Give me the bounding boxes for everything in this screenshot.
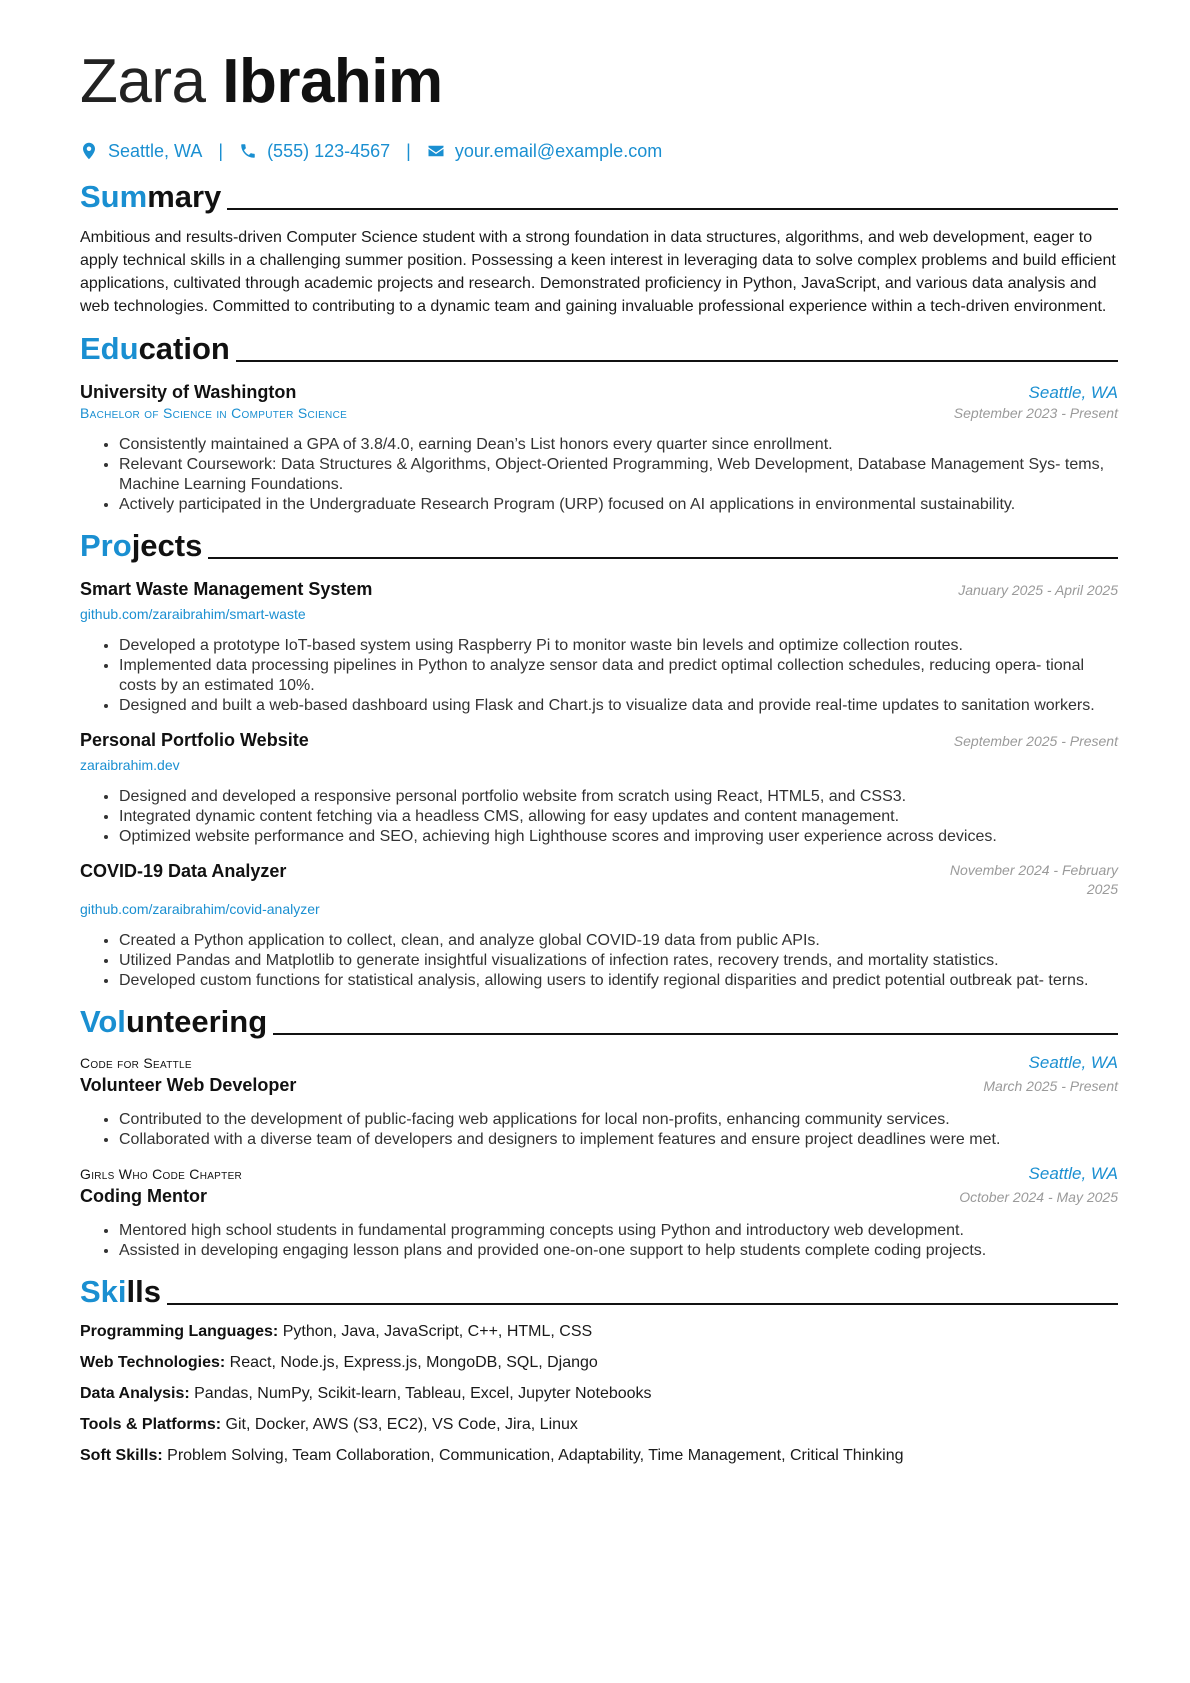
phone-text: (555) 123-4567 bbox=[267, 140, 391, 161]
degree: Bachelor of Science in Computer Science bbox=[80, 405, 348, 421]
entry-location: Seattle, WA bbox=[1028, 1164, 1118, 1183]
section-divider bbox=[227, 208, 1118, 210]
list-item: • Mentored high school students in fundamental programming concepts using Python and introductory web development. bbox=[119, 1221, 1118, 1241]
volunteering-heading-accent: Vol bbox=[80, 1004, 126, 1039]
last-name: Ibrahim bbox=[222, 47, 443, 116]
education-heading-accent: Edu bbox=[80, 331, 139, 366]
summary-text: Ambitious and results-driven Computer Science student with a strong foundation in data structures, algorithms, and web development, eager to apply technical skills in a challenging summer position. Possessing a keen interest in leveraging data to solve complex problems and build efficient applications, cultivated through academic projects and research. Demonstrated proficiency in Python, JavaScript, and various data analysis and web technologies. Committed to contributing to a dynamic team and gaining invaluable professional experience within a tech-driven environment. bbox=[80, 229, 1116, 315]
list-item: • Developed custom functions for statistical analysis, allowing users to identify regional disparities and predict potential outbreak pat- terns. bbox=[119, 971, 1118, 991]
bullet-list bbox=[80, 787, 1118, 847]
entry-date: October 2024 - May 2025 bbox=[959, 1189, 1118, 1205]
skills-list bbox=[80, 1322, 1118, 1466]
envelope-icon bbox=[427, 142, 445, 160]
bullet-list bbox=[80, 1221, 1118, 1261]
summary-heading-rest: mary bbox=[147, 179, 222, 214]
contact-bar bbox=[80, 138, 1118, 164]
volunteering-heading bbox=[80, 1003, 1118, 1041]
skill-category: Programming Languages: bbox=[80, 1323, 279, 1340]
projects-heading-accent: Pro bbox=[80, 528, 132, 563]
list-item: • Optimized website performance and SEO, achieving high Lighthouse scores and improving user experience across devices. bbox=[119, 827, 1118, 847]
entry-location: Seattle, WA bbox=[1028, 383, 1118, 402]
education-heading-rest: cation bbox=[138, 331, 230, 366]
list-item: • Designed and built a web-based dashboard using Flask and Chart.js to visualize data and provide real-time updates to sanitation workers. bbox=[119, 696, 1118, 716]
contact-separator: | bbox=[406, 140, 411, 161]
organization-name: Girls Who Code Chapter bbox=[80, 1166, 243, 1182]
skill-row bbox=[80, 1384, 1118, 1404]
entry-date: March 2025 - Present bbox=[983, 1078, 1118, 1094]
contact-email[interactable] bbox=[427, 141, 662, 162]
skill-values: React, Node.js, Express.js, MongoDB, SQL, Django bbox=[229, 1354, 598, 1371]
skill-row bbox=[80, 1446, 1118, 1466]
project-name: COVID-19 Data Analyzer bbox=[80, 861, 287, 881]
volunteering-heading-rest: unteering bbox=[125, 1004, 268, 1039]
list-item: • Utilized Pandas and Matplotlib to generate insightful visualizations of infection rates, recovery trends, and mortality statistics. bbox=[119, 951, 1118, 971]
entry-date: September 2023 - Present bbox=[953, 405, 1118, 421]
list-item: • Actively participated in the Undergraduate Research Program (URP) focused on AI applications in environmental sustainability. bbox=[119, 495, 1118, 515]
email-text: your.email@example.com bbox=[454, 140, 663, 161]
volunteer-entry bbox=[80, 1053, 1118, 1150]
bullet-list bbox=[80, 931, 1118, 991]
skill-category: Data Analysis: bbox=[80, 1385, 190, 1402]
project-entry bbox=[80, 861, 1118, 991]
skill-values: Git, Docker, AWS (S3, EC2), VS Code, Jira, Linux bbox=[225, 1416, 578, 1433]
list-item: • Assisted in developing engaging lesson plans and provided one-on-one support to help students complete coding projects. bbox=[119, 1241, 1118, 1261]
bullet-list bbox=[80, 636, 1118, 716]
project-name: Smart Waste Management System bbox=[80, 579, 373, 599]
map-pin-icon bbox=[80, 142, 98, 160]
section-divider bbox=[236, 360, 1118, 362]
section-divider bbox=[273, 1033, 1118, 1035]
bullet-list bbox=[80, 435, 1118, 515]
contact-location bbox=[80, 141, 202, 162]
volunteer-entry bbox=[80, 1164, 1118, 1261]
skill-row bbox=[80, 1415, 1118, 1435]
summary-heading-accent: Sum bbox=[80, 179, 148, 214]
skill-row bbox=[80, 1322, 1118, 1342]
section-divider bbox=[208, 557, 1118, 559]
list-item: • Contributed to the development of public-facing web applications for local non-profits, enhancing community services. bbox=[119, 1110, 1118, 1130]
list-item: • Collaborated with a diverse team of developers and designers to implement features and ensure project deadlines were met. bbox=[119, 1130, 1118, 1150]
skill-values: Pandas, NumPy, Scikit-learn, Tableau, Excel, Jupyter Notebooks bbox=[194, 1385, 652, 1402]
skill-values: Python, Java, JavaScript, C++, HTML, CSS bbox=[282, 1323, 593, 1340]
list-item: • Created a Python application to collect, clean, and analyze global COVID-19 data from public APIs. bbox=[119, 931, 1118, 951]
list-item: • Designed and developed a responsive personal portfolio website from scratch using React, HTML5, and CSS3. bbox=[119, 787, 1118, 807]
list-item: • Consistently maintained a GPA of 3.8/4.0, earning Dean’s List honors every quarter since enrollment. bbox=[119, 435, 1118, 455]
location-text: Seattle, WA bbox=[108, 140, 203, 161]
skill-row bbox=[80, 1353, 1118, 1373]
contact-separator: | bbox=[218, 140, 224, 161]
phone-icon bbox=[239, 142, 257, 160]
project-link[interactable]: github.com/zaraibrahim/smart-waste bbox=[80, 606, 306, 622]
organization-name: Code for Seattle bbox=[80, 1055, 192, 1071]
candidate-name bbox=[80, 46, 1118, 118]
list-item: • Implemented data processing pipelines in Python to analyze sensor data and predict optimal collection schedules, reducing opera- tional costs by an estimated 10%. bbox=[119, 656, 1118, 696]
first-name: Zara bbox=[80, 47, 206, 116]
skill-category: Web Technologies: bbox=[80, 1354, 226, 1371]
entry-date: September 2025 - Present bbox=[953, 733, 1118, 749]
list-item: • Integrated dynamic content fetching via a headless CMS, allowing for easy updates and content management. bbox=[119, 807, 1118, 827]
education-heading bbox=[80, 330, 1118, 368]
contact-phone[interactable] bbox=[239, 141, 390, 162]
project-name: Personal Portfolio Website bbox=[80, 730, 309, 750]
list-item: • Developed a prototype IoT-based system using Raspberry Pi to monitor waste bin levels and optimize collection routes. bbox=[119, 636, 1118, 656]
projects-heading bbox=[80, 527, 1118, 565]
skill-category: Soft Skills: bbox=[80, 1447, 163, 1464]
list-item: • Relevant Coursework: Data Structures & Algorithms, Object-Oriented Programming, Web Development, Database Management Sys- tems, Machine Learning Foundations. bbox=[119, 455, 1118, 495]
skills-heading bbox=[80, 1273, 1118, 1311]
project-entry bbox=[80, 579, 1118, 716]
summary-heading bbox=[80, 178, 1118, 216]
entry-date: January 2025 - April 2025 bbox=[958, 582, 1118, 598]
role-title: Coding Mentor bbox=[80, 1186, 207, 1206]
project-link[interactable]: zaraibrahim.dev bbox=[80, 757, 180, 773]
school-name: University of Washington bbox=[80, 382, 297, 402]
section-divider bbox=[167, 1303, 1118, 1305]
projects-heading-rest: jects bbox=[131, 528, 203, 563]
education-entry bbox=[80, 382, 1118, 515]
entry-location: Seattle, WA bbox=[1028, 1053, 1118, 1072]
bullet-list bbox=[80, 1110, 1118, 1150]
project-link[interactable]: github.com/zaraibrahim/covid-analyzer bbox=[80, 901, 320, 917]
project-entry bbox=[80, 730, 1118, 847]
skills-heading-accent: Ski bbox=[80, 1274, 127, 1309]
role-title: Volunteer Web Developer bbox=[80, 1075, 297, 1095]
skill-category: Tools & Platforms: bbox=[80, 1416, 222, 1433]
skill-values: Problem Solving, Team Collaboration, Communication, Adaptability, Time Management, Critical Thinking bbox=[167, 1447, 904, 1464]
skills-heading-rest: lls bbox=[126, 1274, 161, 1309]
entry-date: November 2024 - February 2025 bbox=[949, 862, 1118, 897]
